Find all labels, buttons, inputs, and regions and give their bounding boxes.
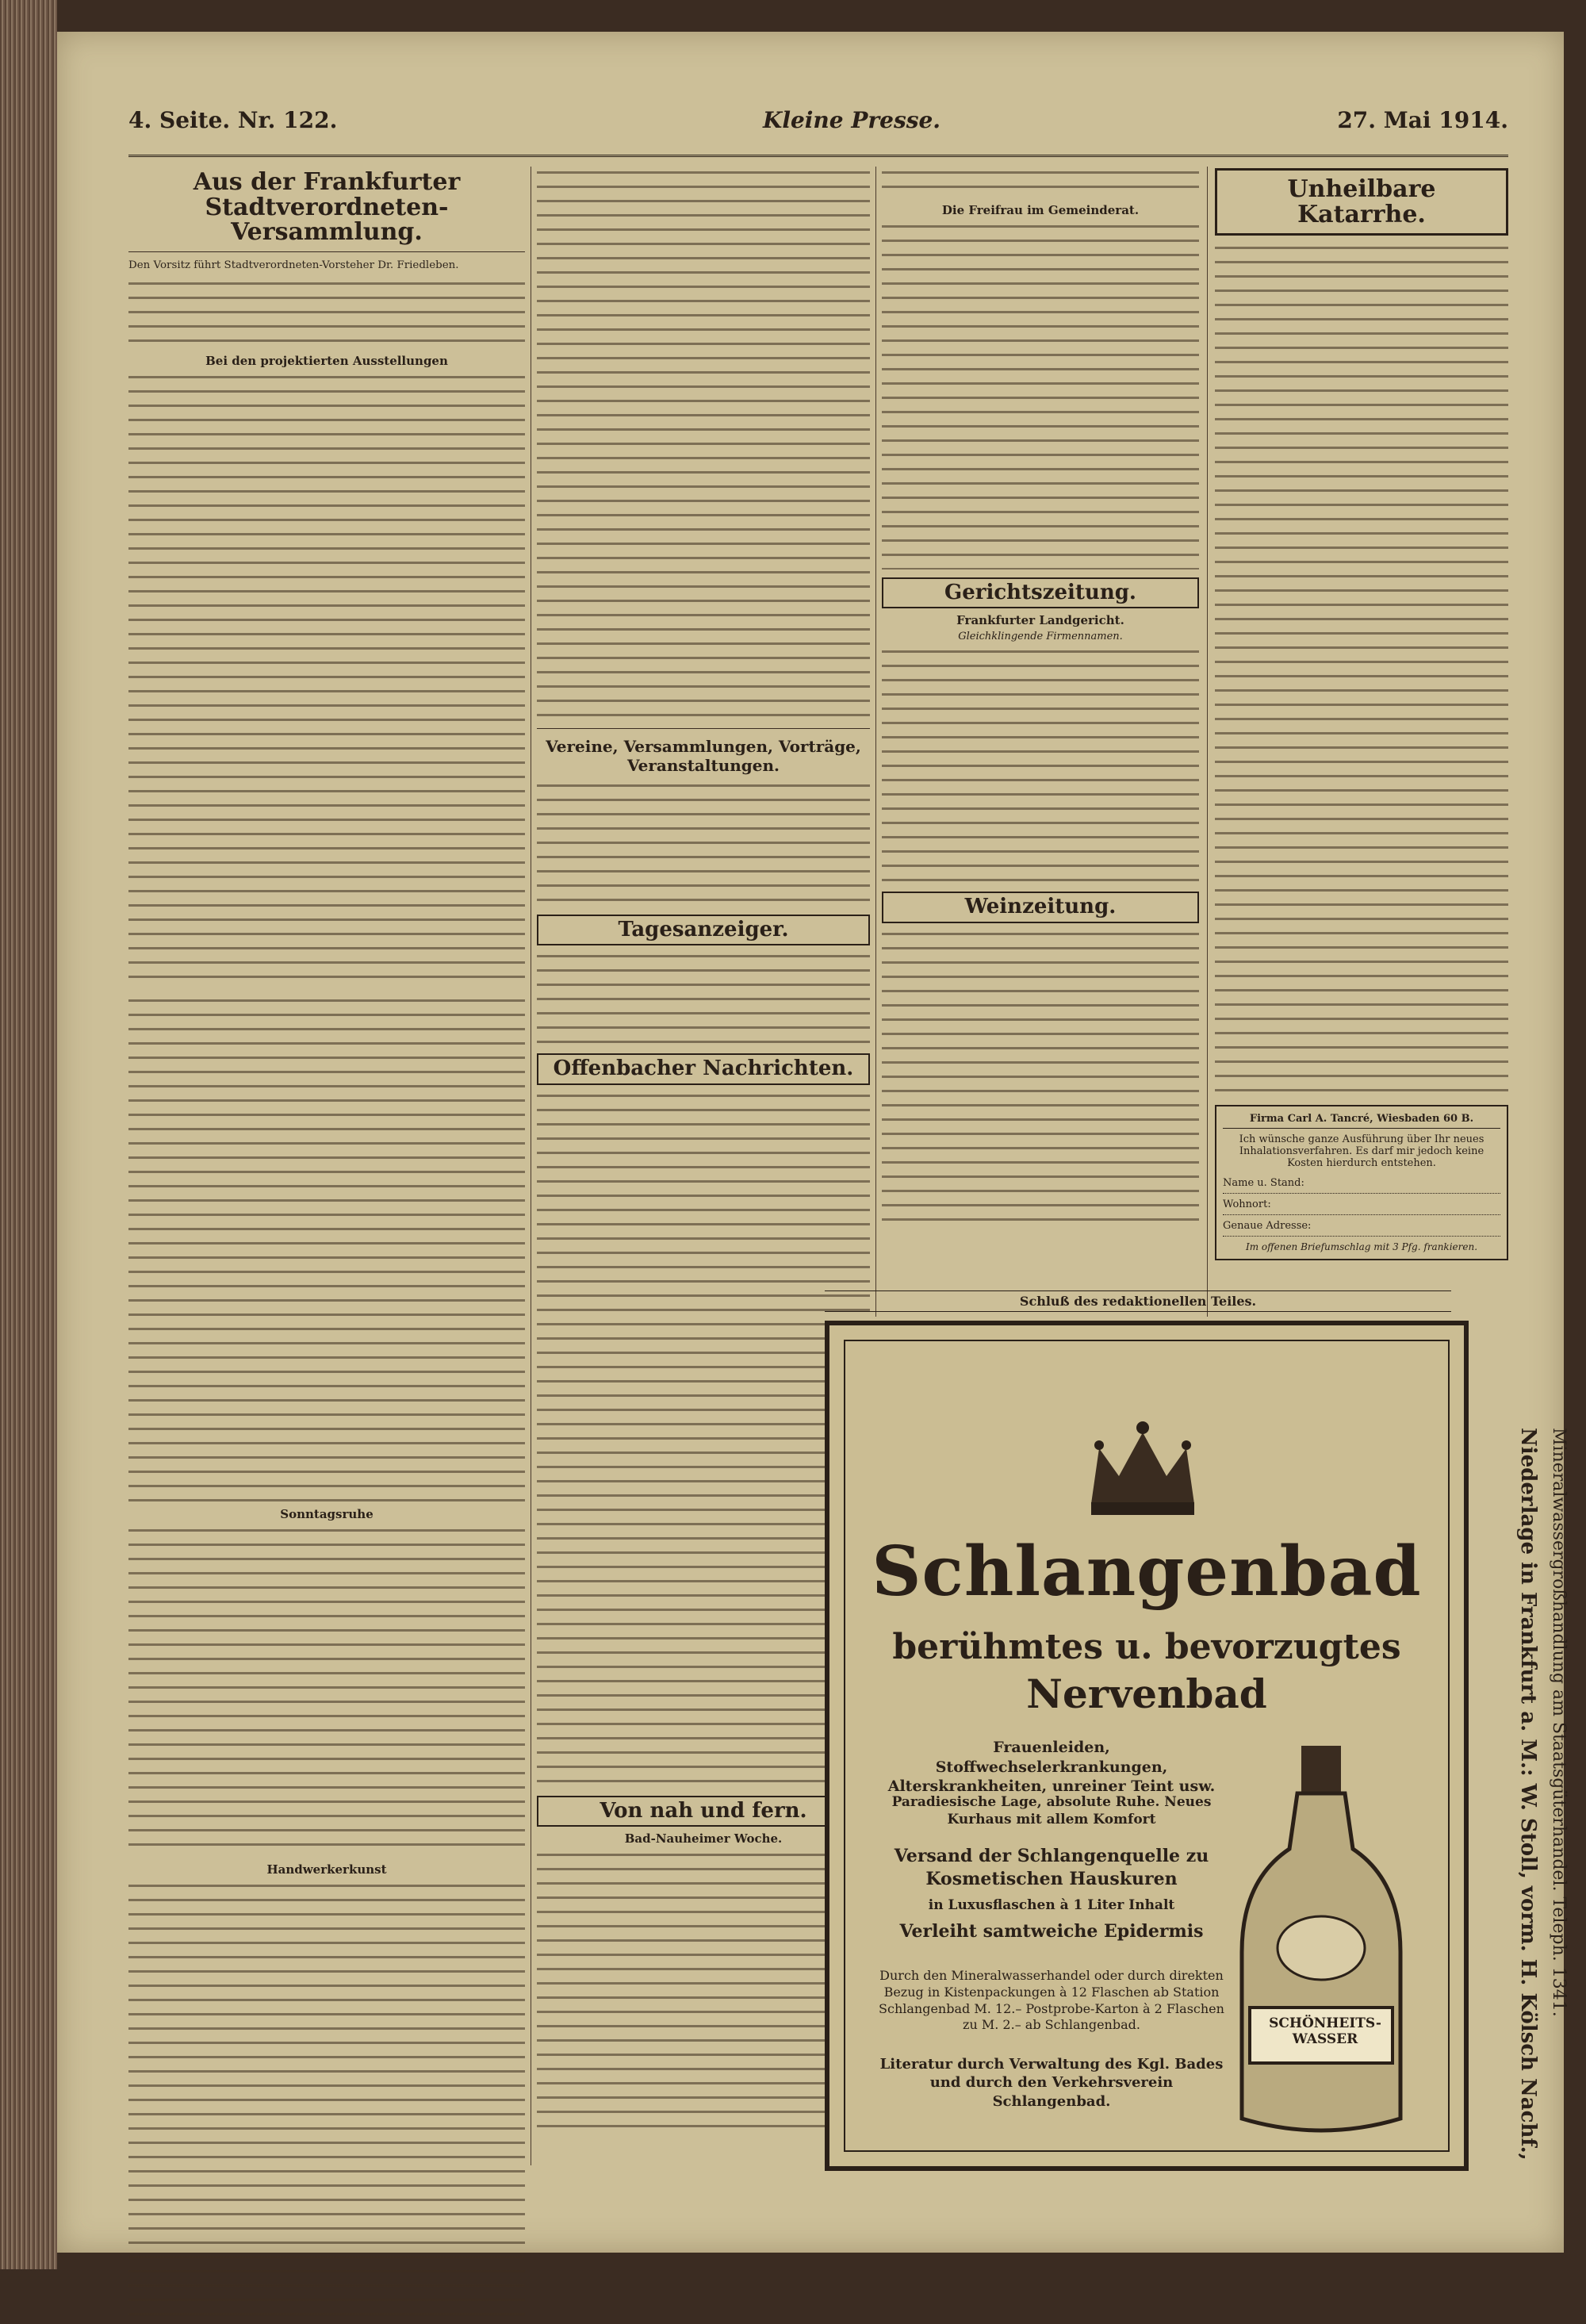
ad-title: Schlangenbad bbox=[872, 1532, 1422, 1612]
article-intro: Den Vorsitz führt Stadtverordneten-Vorsteher Dr. Friedleben. bbox=[128, 259, 459, 271]
ad-bottle-size: in Luxusflaschen à 1 Liter Inhalt bbox=[928, 1897, 1175, 1913]
section-offenbacher-title: Offenbacher Nachrichten. bbox=[553, 1057, 854, 1081]
subheading-landgericht: Frankfurter Landgericht. bbox=[956, 613, 1124, 628]
page-number: 4. Seite. Nr. 122. bbox=[128, 107, 338, 133]
section-weinzeitung-title: Weinzeitung. bbox=[964, 895, 1117, 919]
side-ad-mineralwasser: Mineralwassergroßhandlung am Staatsgüterhandel. Teleph. 1341. bbox=[1549, 1428, 1569, 2017]
column-rule bbox=[1207, 167, 1208, 1317]
ad-indications: Frauenleiden, Stoffwechselerkrankungen, Alterskrankheiten, unreiner Teint usw. bbox=[887, 1739, 1216, 1796]
section-vereine: Vereine, Versammlungen, Vorträge, Veranstaltungen. bbox=[546, 737, 861, 775]
ad-location: Paradiesische Lage, absolute Ruhe. Neues Kurhaus mit allem Komfort bbox=[891, 1794, 1212, 1828]
ad-tagline-2: Nervenbad bbox=[1026, 1670, 1267, 1717]
section-von-nah-und-fern bbox=[537, 1796, 870, 1827]
crown-icon bbox=[1083, 1417, 1202, 1520]
article-text-block bbox=[537, 780, 870, 907]
column-3 bbox=[882, 167, 1199, 1317]
column-rule bbox=[875, 167, 876, 1317]
side-ad-niederlage: Niederlage in Frankfurt a. M.: W. Stoll, vorm. H. Kölsch Nachf., bbox=[1516, 1428, 1540, 2161]
ad-title-katarrhe: Unheilbare Katarrhe. bbox=[1287, 175, 1436, 228]
article-text-block bbox=[882, 646, 1199, 884]
advertisement-schlangenbad bbox=[825, 1321, 1469, 2171]
section-gerichtszeitung-title: Gerichtszeitung. bbox=[944, 581, 1136, 604]
article-text-block bbox=[128, 371, 525, 990]
subheading-bad-nauheim: Bad-Nauheimer Woche. bbox=[624, 1831, 783, 1846]
bottle-illustration bbox=[1218, 1746, 1424, 2142]
subheading-sonntagsruhe: Sonntagsruhe bbox=[280, 1507, 374, 1521]
column-2 bbox=[537, 167, 870, 2197]
coupon-head: Firma Carl A. Tancré, Wiesbaden 60 B. bbox=[1223, 1113, 1500, 1129]
coupon-field-adresse: Genaue Adresse: bbox=[1223, 1217, 1500, 1237]
article-text-block bbox=[537, 1090, 870, 1788]
book-binding-edge bbox=[0, 0, 57, 2269]
section-weinzeitung bbox=[882, 892, 1199, 922]
section-offenbacher bbox=[537, 1053, 870, 1084]
coupon-note: Im offenen Briefumschlag mit 3 Pfg. frankieren. bbox=[1245, 1241, 1478, 1252]
ad-benefit: Verleiht samtweiche Epidermis bbox=[899, 1921, 1204, 1942]
ad-ordering: Durch den Mineralwasserhandel oder durch direkten Bezug in Kistenpackungen à 12 Flaschen ab Station Schlangenbad M. 12.– Postprobe-Karton à 2 Flaschen zu M. 2.– ab Schlangenbad. bbox=[879, 1968, 1224, 2033]
column-4 bbox=[1215, 167, 1508, 1317]
order-coupon bbox=[1215, 1105, 1508, 1260]
article-text-block bbox=[128, 278, 525, 349]
subheading-firmennamen: Gleichklingende Firmennamen. bbox=[958, 631, 1123, 643]
article-text-block bbox=[537, 167, 870, 722]
ad-text-block bbox=[1215, 242, 1508, 1099]
masthead bbox=[128, 107, 1508, 157]
article-title-stadtverordneten: Aus der Frankfurter Stadtverordneten-Versammlung. bbox=[193, 168, 461, 246]
editorial-end-note: Schluß des redaktionellen Teiles. bbox=[825, 1290, 1451, 1312]
ad-literature: Literatur durch Verwaltung des Kgl. Bades und durch den Verkehrsverein Schlangenbad. bbox=[879, 2056, 1224, 2110]
issue-date: 27. Mai 1914. bbox=[1337, 107, 1508, 133]
article-text-block bbox=[882, 928, 1199, 1229]
section-von-nah-und-fern-title: Von nah und fern. bbox=[600, 1798, 807, 1823]
divider bbox=[128, 251, 525, 252]
heading-freifrau: Die Freifrau im Gemeinderat. bbox=[941, 203, 1140, 217]
section-tagesanzeiger-title: Tagesanzeiger. bbox=[618, 918, 789, 941]
ad-frame bbox=[844, 1340, 1450, 2152]
article-text-block bbox=[128, 995, 525, 1502]
coupon-field-wohnort: Wohnort: bbox=[1223, 1195, 1500, 1215]
article-text-block bbox=[128, 1880, 525, 2324]
newspaper-name: Kleine Presse. bbox=[763, 107, 941, 133]
ad-banner-katarrhe bbox=[1215, 168, 1508, 236]
coupon-field-name: Name u. Stand: bbox=[1223, 1174, 1500, 1194]
subheading-ausstellungen: Bei den projektierten Ausstellungen bbox=[205, 354, 448, 368]
subheading-handwerkerkunst: Handwerkerkunst bbox=[266, 1862, 387, 1877]
divider bbox=[537, 728, 870, 729]
article-text-block bbox=[537, 1849, 870, 2134]
newspaper-page bbox=[57, 32, 1569, 2253]
section-gerichtszeitung bbox=[882, 577, 1199, 608]
ad-shipping: Versand der Schlangenquelle zu Kosmetischen Hauskuren bbox=[894, 1846, 1209, 1889]
ad-tagline-1: berühmtes u. bevorzugtes bbox=[892, 1627, 1401, 1667]
coupon-body: Ich wünsche ganze Ausführung über Ihr neues Inhalationsverfahren. Es darf mir jedoch keine Kosten hierdurch entstehen. bbox=[1239, 1133, 1484, 1169]
article-text-block bbox=[882, 167, 1199, 198]
article-text-block bbox=[128, 1524, 525, 1858]
article-text-block bbox=[882, 221, 1199, 569]
article-text-block bbox=[537, 950, 870, 1045]
column-1 bbox=[128, 167, 525, 2197]
bottle-label: SCHÖNHEITS-WASSER bbox=[1269, 2015, 1381, 2047]
section-tagesanzeiger bbox=[537, 915, 870, 945]
